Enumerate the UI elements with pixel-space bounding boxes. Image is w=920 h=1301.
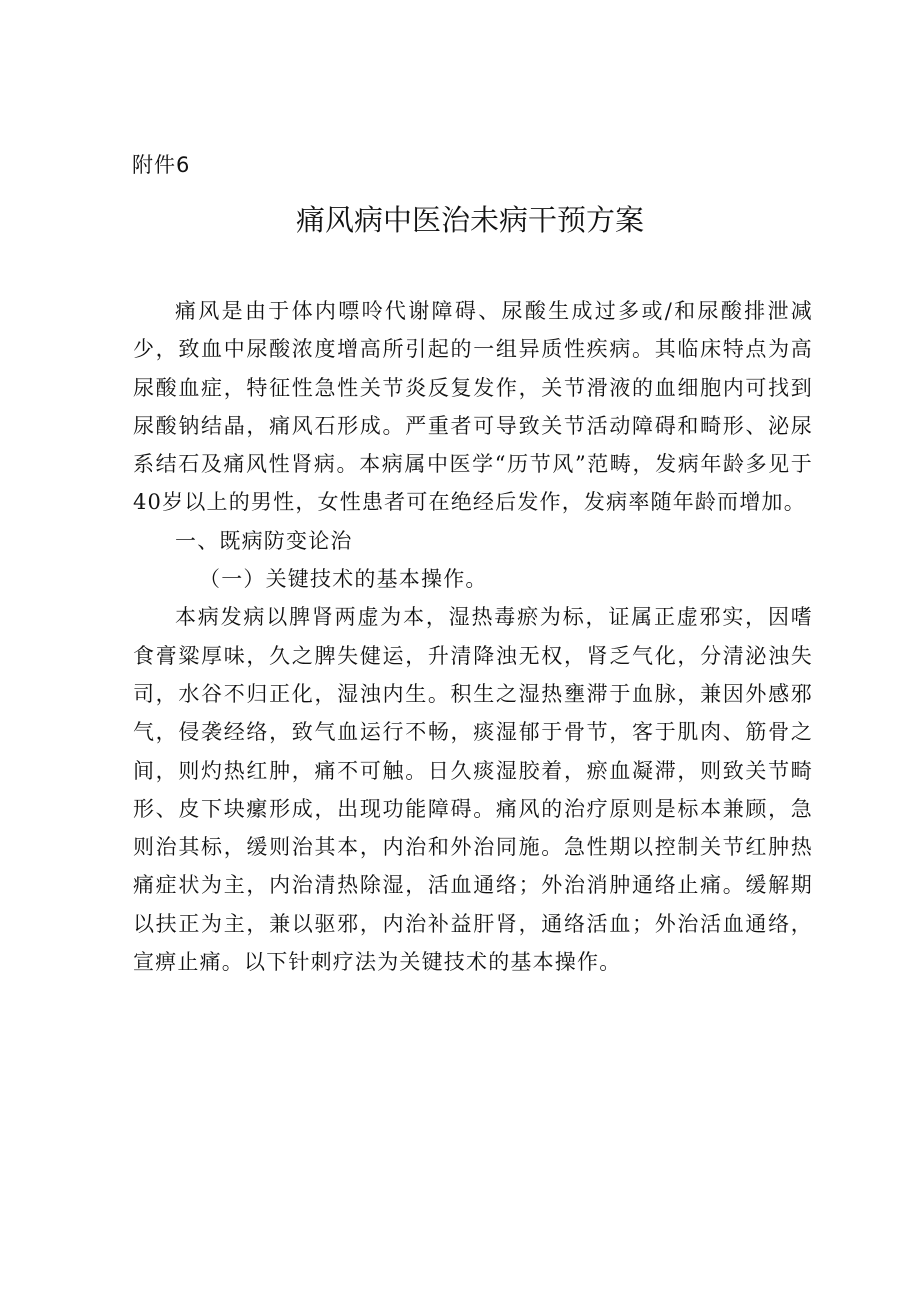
document-title: 痛风病中医治未病干预方案 — [295, 203, 644, 237]
document-body — [133, 292, 813, 981]
intro-paragraph: 痛风是由于体内嘌呤代谢障碍、尿酸生成过多或/和尿酸排泄减少，致血中尿酸浓度增高所引起的一组异质性疾病。其临床特点为高尿酸血症，特征性急性关节炎反复发作，关节滑液的血细胞内可找到尿酸钠结晶，痛风石形成。严重者可导致关节活动障碍和畸形、泌尿系结石及痛风性肾病。本病属中医学“历节风”范畴，发病年龄多见于40岁以上的男性，女性患者可在绝经后发作，发病率随年龄而增加。 — [133, 299, 813, 515]
attachment-label: 附件6 — [132, 153, 191, 177]
subsection-paragraph: 本病发病以脾肾两虚为本，湿热毒瘀为标，证属正虚邪实，因嗜食膏粱厚味，久之脾失健运，升清降浊无权，肾乏气化，分清泌浊失司，水谷不归正化，湿浊内生。积生之湿热壅滞于血脉，兼因外感邪气，侵袭经络，致气血运行不畅，痰湿郁于骨节，客于肌肉、筋骨之间，则灼热红肿，痛不可触。日久痰湿胶着，瘀血凝滞，则致关节畸形、皮下块瘰形成，出现功能障碍。痛风的治疗原则是标本兼顾，急则治其标，缓则治其本，内治和外治同施。急性期以控制关节红肿热痛症状为主，内治清热除湿，活血通络；外治消肿通络止痛。缓解期以扶正为主，兼以驱邪，内治补益肝肾，通络活血；外治活血通络，宣痹止痛。以下针刺疗法为关键技术的基本操作。 — [133, 605, 813, 975]
subsection-heading: （一）关键技术的基本操作。 — [199, 567, 488, 592]
section-heading: 一、既病防变论治 — [175, 528, 353, 553]
